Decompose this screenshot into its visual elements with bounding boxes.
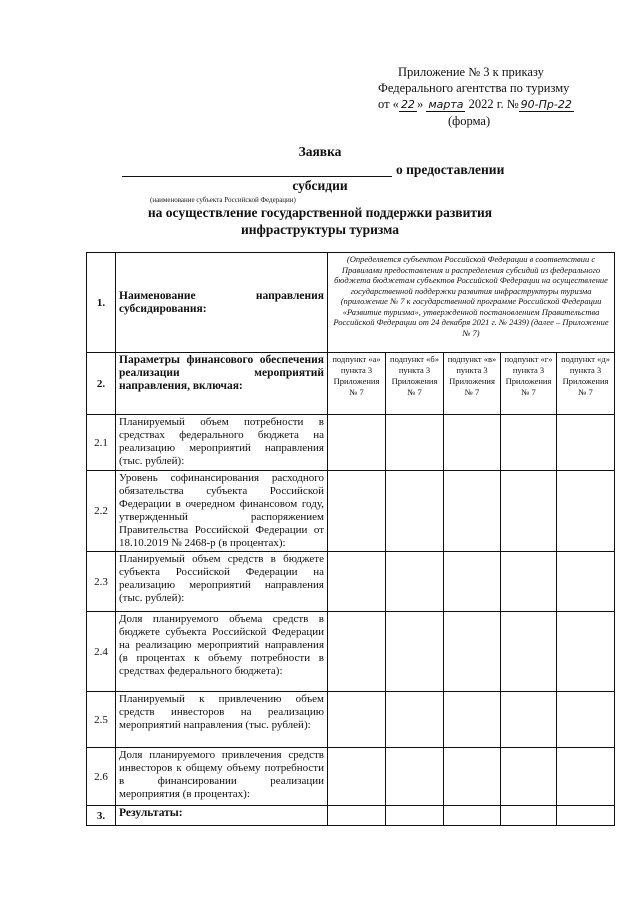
date-mid: » — [416, 97, 424, 111]
value-cell[interactable] — [557, 692, 615, 748]
row-label: Результаты: — [116, 806, 328, 826]
row-number: 3. — [87, 806, 116, 826]
row-label: Доля планируемого привлечения средств инвесторов к общему объему потребности в финансировании реализации мероприятия (в процентах): — [116, 748, 328, 806]
value-cell[interactable] — [386, 612, 444, 692]
value-cell[interactable] — [501, 552, 557, 612]
value-cell[interactable] — [386, 552, 444, 612]
form-marker: (форма) — [448, 114, 491, 128]
value-cell[interactable] — [444, 806, 501, 826]
value-cell[interactable] — [501, 806, 557, 826]
row-number: 2.3 — [87, 552, 116, 612]
date-prefix: от « — [378, 97, 399, 111]
value-cell[interactable] — [444, 612, 501, 692]
value-cell[interactable] — [557, 612, 615, 692]
date-month-handwritten: марта — [428, 98, 464, 111]
value-cell[interactable] — [386, 692, 444, 748]
table-row — [87, 612, 615, 692]
value-cell[interactable] — [444, 692, 501, 748]
value-cell[interactable] — [444, 552, 501, 612]
document-title: Заявка — [298, 144, 342, 159]
value-cell[interactable] — [557, 748, 615, 806]
order-number-handwritten: 90-Пр-22 — [520, 98, 572, 111]
value-cell[interactable] — [444, 471, 501, 552]
value-cell[interactable] — [444, 415, 501, 471]
title-line-4: инфраструктуры туризма — [240, 222, 399, 237]
row-label: Наименование направления субсидирования: — [116, 253, 328, 353]
subject-name-hint: (наименование субъекта Российской Федерации) — [150, 196, 296, 204]
row-label: Параметры финансового обеспечения реализации мероприятий направления, включая: — [116, 353, 328, 415]
value-cell[interactable] — [557, 552, 615, 612]
value-cell[interactable] — [328, 612, 386, 692]
value-cell[interactable] — [328, 471, 386, 552]
value-cell[interactable] — [501, 748, 557, 806]
column-header-v: подпункт «в» пункта 3 Приложения № 7 — [444, 353, 501, 415]
direction-note: (Определяется субъектом Российской Федерации в соответствии с Правилами предоставления и распределения субсидий из федерального бюджета бюджетам субъектов Российской Федерации на осуществление государственной поддержки развития инфраструктуры туризма (приложение № 7 к государственной программе Российской Федерации «Развитие туризма», утвержденной постановлением Правительства Российской Федерации от 24 декабря 2021 г. № 2439) (далее – Приложение № 7) — [328, 253, 615, 353]
row-label: Доля планируемого объема средств в бюджете субъекта Российской Федерации на реализацию мероприятий направления (в процентах к объему потребности в средствах федерального бюджета): — [116, 612, 328, 692]
value-cell[interactable] — [386, 806, 444, 826]
value-cell[interactable] — [328, 692, 386, 748]
table-row — [87, 692, 615, 748]
subject-name-blank — [122, 176, 392, 177]
value-cell[interactable] — [328, 806, 386, 826]
value-cell[interactable] — [557, 806, 615, 826]
application-table — [86, 252, 615, 826]
value-cell[interactable] — [328, 415, 386, 471]
value-cell[interactable] — [386, 415, 444, 471]
value-cell[interactable] — [557, 415, 615, 471]
table-row — [87, 471, 615, 552]
header-agency-line: Федерального агентства по туризму — [378, 81, 570, 95]
table-row — [87, 253, 615, 353]
value-cell[interactable] — [501, 692, 557, 748]
row-label: Планируемый к привлечению объем средств инвесторов на реализацию мероприятий направления (тыс. рублей): — [116, 692, 328, 748]
value-cell[interactable] — [444, 748, 501, 806]
column-header-d: подпункт «д» пункта 3 Приложения № 7 — [557, 353, 615, 415]
column-header-g: подпункт «г» пункта 3 Приложения № 7 — [501, 353, 557, 415]
row-number: 1. — [87, 253, 116, 353]
row-label: Планируемый объем потребности в средствах федерального бюджета на реализацию мероприятий направления (тыс. рублей): — [116, 415, 328, 471]
value-cell[interactable] — [328, 748, 386, 806]
title-line-3: на осуществление государственной поддержки развития — [147, 205, 493, 220]
table-row — [87, 806, 615, 826]
table-row — [87, 748, 615, 806]
date-year: 2022 г. № — [468, 97, 519, 111]
value-cell[interactable] — [557, 471, 615, 552]
table-row — [87, 552, 615, 612]
row-number: 2.4 — [87, 612, 116, 692]
row-number: 2.1 — [87, 415, 116, 471]
row-label: Уровень софинансирования расходного обязательства субъекта Российской Федерации в очередном финансовом году, утвержденный распоряжением Правительства Российской Федерации от 18.10.2019 № 2468-р (в процентах): — [116, 471, 328, 552]
value-cell[interactable] — [501, 415, 557, 471]
row-number: 2.2 — [87, 471, 116, 552]
header-appendix-line: Приложение № 3 к приказу — [398, 65, 544, 79]
value-cell[interactable] — [328, 552, 386, 612]
column-header-a: подпункт «а» пункта 3 Приложения № 7 — [328, 353, 386, 415]
title-subsidii: субсидии — [292, 178, 348, 193]
title-o-predostavlenii: о предоставлении — [396, 162, 505, 177]
column-header-b: подпункт «б» пункта 3 Приложения № 7 — [386, 353, 444, 415]
order-header — [378, 64, 618, 129]
row-number: 2.6 — [87, 748, 116, 806]
row-label: Планируемый объем средств в бюджете субъекта Российской Федерации на реализацию мероприятий направления (тыс. рублей): — [116, 552, 328, 612]
header-date-line — [378, 96, 618, 113]
row-number: 2. — [87, 353, 116, 415]
table-row — [87, 353, 615, 415]
row-number: 2.5 — [87, 692, 116, 748]
table-row — [87, 415, 615, 471]
value-cell[interactable] — [386, 748, 444, 806]
value-cell[interactable] — [501, 612, 557, 692]
value-cell[interactable] — [501, 471, 557, 552]
value-cell[interactable] — [386, 471, 444, 552]
date-day-handwritten: 22 — [400, 98, 415, 111]
